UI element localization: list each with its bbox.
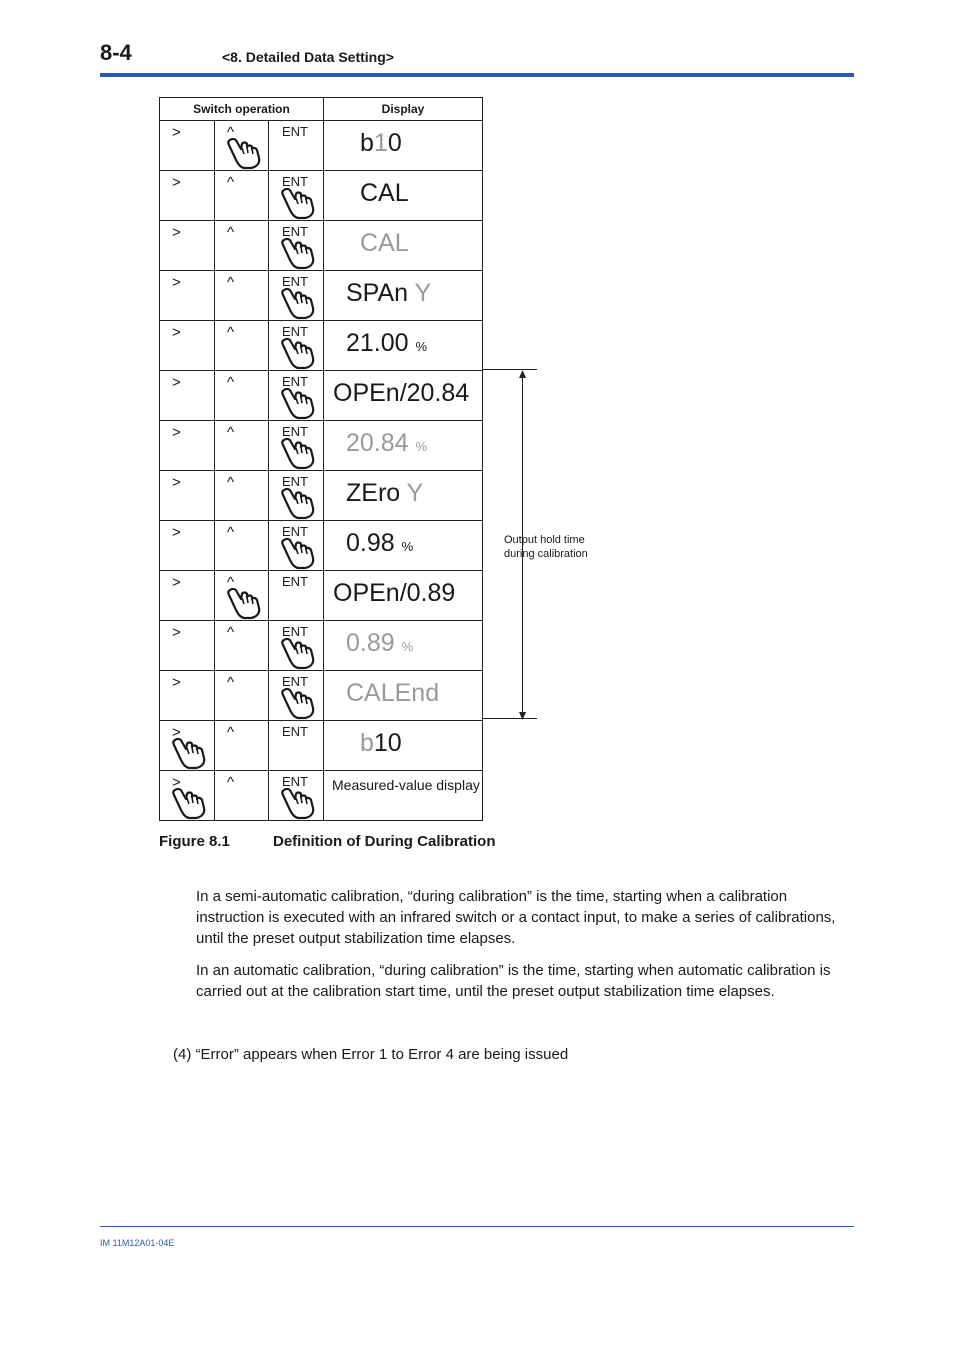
display-cell	[324, 321, 483, 371]
display-readout	[346, 429, 427, 461]
key-right-label: >	[172, 724, 181, 741]
table-row	[160, 621, 483, 671]
table-row	[160, 721, 483, 771]
arrow-up-icon	[519, 370, 526, 378]
key-cell-ent	[269, 371, 324, 421]
key-up-label: ^	[227, 224, 235, 241]
key-ent-label: ENT	[282, 224, 308, 239]
key-right-label: >	[172, 124, 181, 141]
pointing-hand-icon	[281, 436, 317, 470]
percent-unit: %	[401, 539, 414, 554]
paragraph-automatic: In an automatic calibration, “during calibration” is the time, starting when automatic calibration is carried out at the calibration start time, until the preset output stabilization time elapses.	[196, 962, 831, 1000]
display-segment: 20.84	[346, 429, 416, 457]
display-readout	[360, 129, 402, 157]
key-cell-up	[215, 521, 269, 571]
display-cell	[324, 571, 483, 621]
key-cell-ent	[269, 671, 324, 721]
key-cell-up	[215, 271, 269, 321]
key-cell-ent	[269, 271, 324, 321]
key-cell-ent	[269, 171, 324, 221]
display-segment: Y	[414, 279, 432, 307]
display-cell	[324, 421, 483, 471]
key-right-label: >	[172, 574, 181, 591]
key-cell-up	[215, 721, 269, 771]
pointing-hand-icon	[281, 636, 317, 670]
percent-unit: %	[415, 339, 428, 354]
document-id: IM 11M12A01-04E	[100, 1238, 175, 1248]
key-up-label: ^	[227, 474, 235, 491]
key-cell-up	[215, 221, 269, 271]
display-cell	[324, 271, 483, 321]
display-readout	[333, 379, 469, 407]
key-up-label: ^	[227, 274, 235, 291]
key-right-label: >	[172, 174, 181, 191]
display-readout	[333, 579, 455, 607]
display-header: Display	[324, 98, 483, 121]
display-segment: 0.98	[346, 529, 402, 557]
key-cell-ent	[269, 221, 324, 271]
key-cell-up	[215, 171, 269, 221]
key-right-label: >	[172, 674, 181, 691]
pointing-hand-icon	[281, 336, 317, 370]
key-cell-right	[160, 271, 215, 321]
table-row	[160, 671, 483, 721]
display-cell	[324, 771, 483, 821]
key-cell-right	[160, 571, 215, 621]
table-row	[160, 121, 483, 171]
table-row	[160, 271, 483, 321]
key-cell-ent	[269, 471, 324, 521]
figure-title: Definition of During Calibration	[273, 833, 496, 850]
paragraph-error: (4) “Error” appears when Error 1 to Error 4 are being issued	[173, 1046, 569, 1063]
key-cell-right	[160, 171, 215, 221]
pointing-hand-icon	[281, 686, 317, 720]
display-cell	[324, 471, 483, 521]
display-readout	[346, 279, 431, 307]
percent-unit: %	[401, 639, 414, 654]
key-cell-right	[160, 771, 215, 821]
table-row	[160, 421, 483, 471]
display-segment: b	[360, 129, 374, 157]
key-right-label: >	[172, 274, 181, 291]
key-cell-ent	[269, 771, 324, 821]
table-row	[160, 221, 483, 271]
key-cell-right	[160, 471, 215, 521]
display-segment: 21.00	[346, 329, 416, 357]
key-ent-label: ENT	[282, 174, 308, 189]
display-cell	[324, 521, 483, 571]
key-right-label: >	[172, 624, 181, 641]
display-cell	[324, 221, 483, 271]
display-segment: OPEn/0.89	[333, 579, 456, 607]
key-up-label: ^	[227, 524, 235, 541]
key-cell-ent	[269, 721, 324, 771]
section-title: <8. Detailed Data Setting>	[222, 49, 394, 65]
key-up-label: ^	[227, 324, 235, 341]
display-segment: 0	[387, 129, 402, 157]
display-cell	[324, 721, 483, 771]
display-segment: 1	[373, 129, 388, 157]
key-right-label: >	[172, 374, 181, 391]
key-cell-up	[215, 771, 269, 821]
footer-rule	[100, 1226, 854, 1227]
key-up-label: ^	[227, 374, 235, 391]
key-cell-right	[160, 721, 215, 771]
key-up-label: ^	[227, 124, 235, 141]
display-readout	[346, 629, 413, 661]
pointing-hand-icon	[281, 286, 317, 320]
pointing-hand-icon	[172, 786, 208, 820]
key-cell-up	[215, 121, 269, 171]
key-ent-label: ENT	[282, 674, 308, 689]
key-up-label: ^	[227, 624, 235, 641]
key-right-label: >	[172, 424, 181, 441]
note-line-2: during calibration	[504, 548, 588, 560]
key-cell-up	[215, 471, 269, 521]
note-line-1: Output hold time	[504, 534, 585, 546]
key-ent-label: ENT	[282, 474, 308, 489]
key-up-label: ^	[227, 424, 235, 441]
key-cell-up	[215, 671, 269, 721]
key-ent-label: ENT	[282, 424, 308, 439]
key-cell-right	[160, 371, 215, 421]
key-cell-right	[160, 321, 215, 371]
key-right-label: >	[172, 774, 181, 791]
pointing-hand-icon	[281, 486, 317, 520]
table-row	[160, 321, 483, 371]
key-up-label: ^	[227, 774, 235, 791]
key-up-label: ^	[227, 574, 235, 591]
display-readout	[346, 679, 439, 707]
pointing-hand-icon	[281, 536, 317, 570]
switch-operation-table	[159, 97, 483, 821]
table-row	[160, 771, 483, 821]
key-up-label: ^	[227, 674, 235, 691]
display-readout	[346, 479, 423, 507]
paragraph-semi-automatic: In a semi-automatic calibration, “during calibration” is the time, starting when a calibration instruction is executed with an infrared switch or a contact input, to make a series of calibrations, until the preset output stabilization time elapses.	[196, 888, 836, 947]
table-row	[160, 371, 483, 421]
pointing-hand-icon	[227, 136, 263, 170]
key-ent-label: ENT	[282, 724, 308, 739]
table-row	[160, 521, 483, 571]
display-segment: b	[360, 729, 374, 757]
table-row	[160, 571, 483, 621]
key-cell-right	[160, 621, 215, 671]
key-ent-label: ENT	[282, 774, 308, 789]
pointing-hand-icon	[281, 186, 317, 220]
display-segment: Y	[406, 479, 424, 507]
header-rule	[100, 73, 854, 77]
display-segment: CAL	[360, 229, 409, 257]
display-cell	[324, 171, 483, 221]
switch-operation-header: Switch operation	[160, 98, 324, 121]
table-row	[160, 471, 483, 521]
display-segment: SPAn	[346, 279, 415, 307]
display-segment: ZEro	[346, 479, 407, 507]
key-cell-up	[215, 421, 269, 471]
output-hold-note	[504, 533, 588, 561]
display-readout	[346, 329, 427, 361]
display-segment: OPEn/20.84	[333, 379, 470, 407]
display-cell	[324, 121, 483, 171]
key-cell-ent	[269, 621, 324, 671]
pointing-hand-icon	[227, 586, 263, 620]
key-cell-up	[215, 571, 269, 621]
display-segment: 10	[373, 729, 402, 757]
pointing-hand-icon	[281, 386, 317, 420]
key-right-label: >	[172, 474, 181, 491]
key-up-label: ^	[227, 724, 235, 741]
pointing-hand-icon	[281, 786, 317, 820]
pointing-hand-icon	[172, 736, 208, 770]
percent-unit: %	[415, 439, 428, 454]
pointing-hand-icon	[281, 236, 317, 270]
key-cell-right	[160, 221, 215, 271]
key-cell-right	[160, 121, 215, 171]
table-row	[160, 171, 483, 221]
key-ent-label: ENT	[282, 524, 308, 539]
key-cell-ent	[269, 521, 324, 571]
section-number: 8-4	[100, 40, 132, 65]
key-cell-ent	[269, 571, 324, 621]
key-cell-right	[160, 421, 215, 471]
key-cell-ent	[269, 121, 324, 171]
display-readout	[360, 179, 409, 207]
key-ent-label: ENT	[282, 274, 308, 289]
display-readout: Measured-value display	[332, 777, 480, 793]
display-cell	[324, 371, 483, 421]
key-ent-label: ENT	[282, 324, 308, 339]
key-cell-up	[215, 621, 269, 671]
key-right-label: >	[172, 524, 181, 541]
display-cell	[324, 671, 483, 721]
display-segment: CALEnd	[346, 679, 440, 707]
key-right-label: >	[172, 324, 181, 341]
display-segment: 0.89	[346, 629, 402, 657]
display-cell	[324, 621, 483, 671]
key-up-label: ^	[227, 174, 235, 191]
display-readout	[360, 729, 402, 757]
key-cell-right	[160, 671, 215, 721]
key-cell-ent	[269, 321, 324, 371]
key-ent-label: ENT	[282, 374, 308, 389]
key-cell-up	[215, 371, 269, 421]
figure-number: Figure 8.1	[159, 833, 230, 850]
key-right-label: >	[172, 224, 181, 241]
display-readout	[360, 229, 409, 257]
key-cell-up	[215, 321, 269, 371]
key-ent-label: ENT	[282, 624, 308, 639]
display-readout	[346, 529, 413, 561]
display-segment: CAL	[360, 179, 409, 207]
key-ent-label: ENT	[282, 124, 308, 139]
arrow-down-icon	[519, 712, 526, 720]
key-cell-right	[160, 521, 215, 571]
key-cell-ent	[269, 421, 324, 471]
key-ent-label: ENT	[282, 574, 308, 589]
